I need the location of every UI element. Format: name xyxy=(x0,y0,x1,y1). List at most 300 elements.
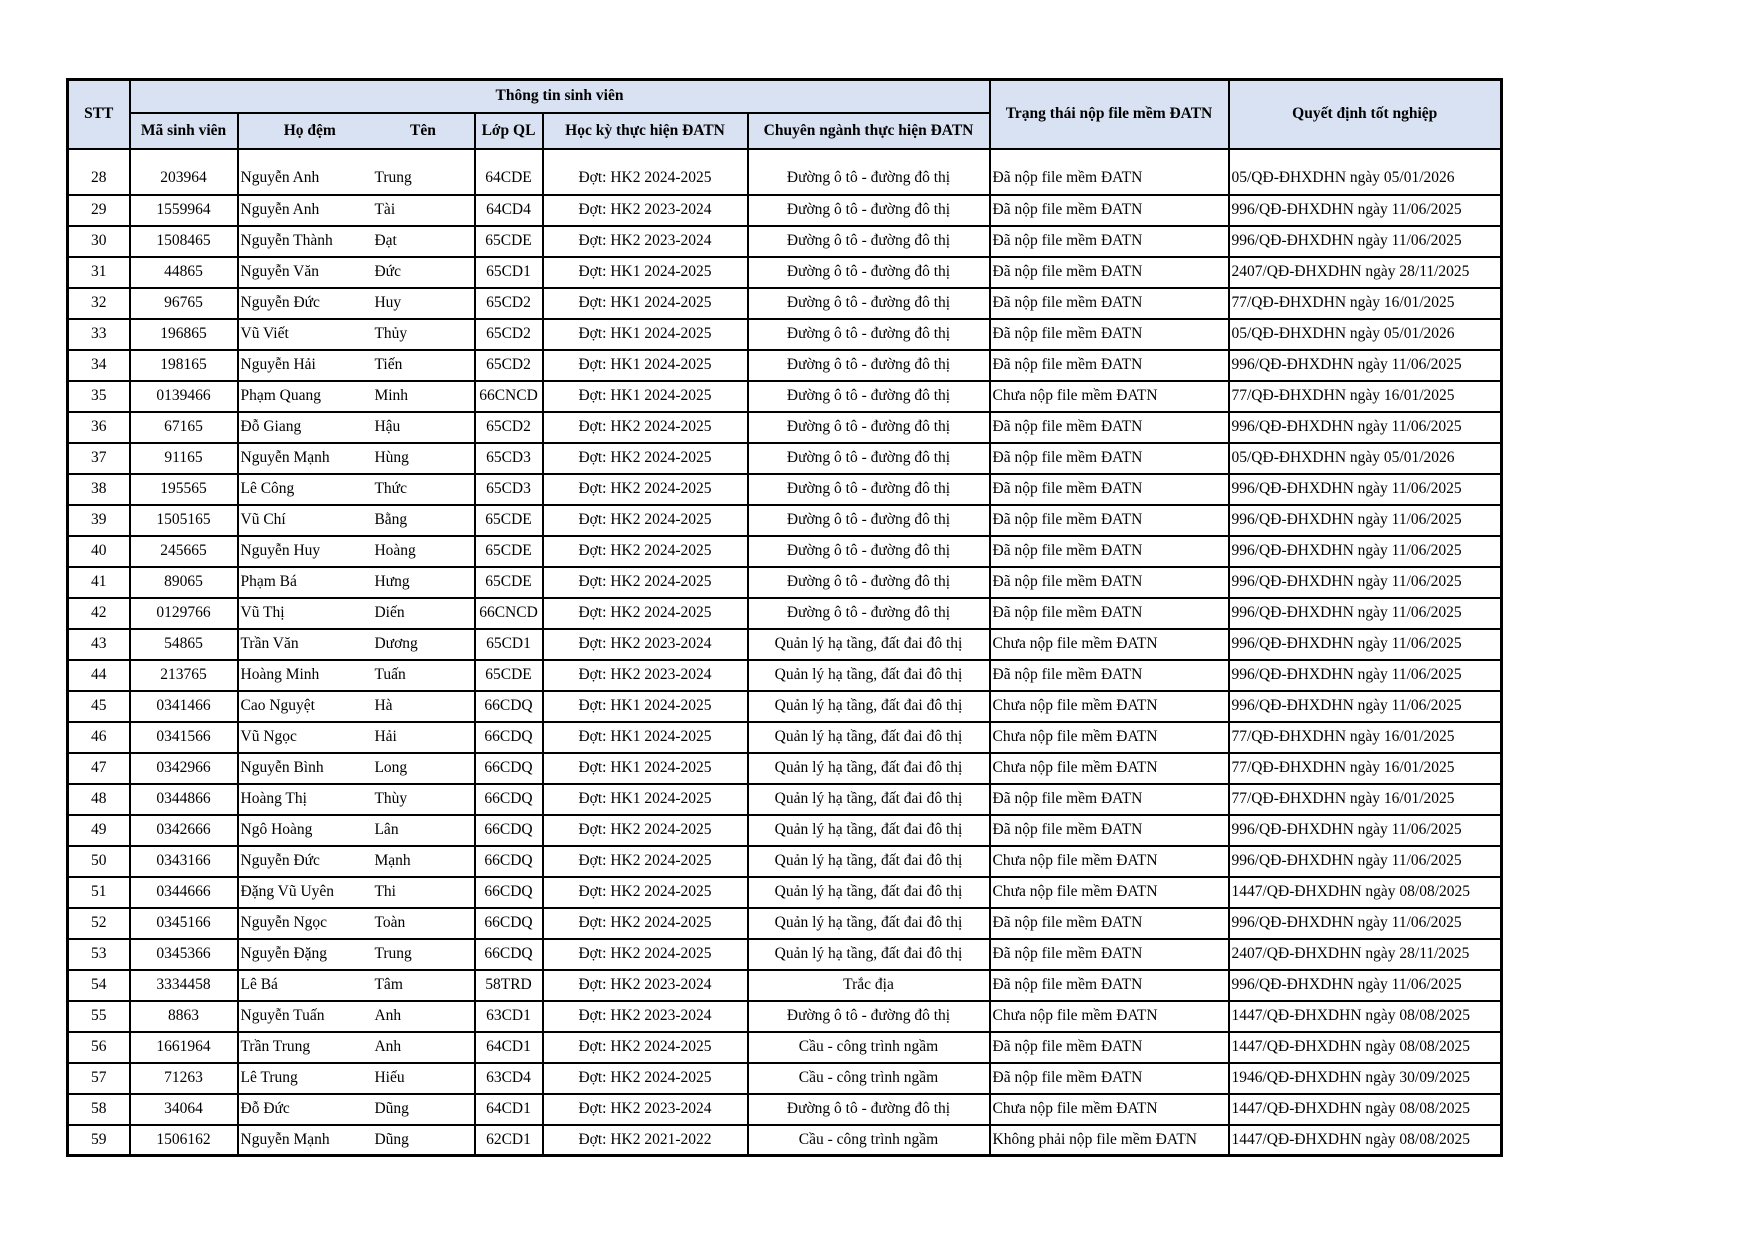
cell-semester: Đợt: HK2 2023-2024 xyxy=(543,660,748,691)
cell-major: Đường ô tô - đường đô thị xyxy=(748,412,990,443)
cell-last-name: Nguyễn Anh xyxy=(240,168,320,186)
cell-submission-status: Đã nộp file mềm ĐATN xyxy=(990,1032,1229,1063)
cell-submission-status: Đã nộp file mềm ĐATN xyxy=(990,598,1229,629)
cell-last-name: Nguyễn Đức xyxy=(240,852,320,870)
cell-student-id: 195565 xyxy=(130,474,238,505)
cell-class: 66CDQ xyxy=(475,753,543,784)
cell-first-name: Hậu xyxy=(374,418,401,436)
cell-semester: Đợt: HK2 2024-2025 xyxy=(543,567,748,598)
cell-name xyxy=(238,195,475,226)
cell-last-name: Hoàng Thị xyxy=(240,790,307,808)
cell-student-id: 0341566 xyxy=(130,722,238,753)
cell-student-id: 0344866 xyxy=(130,784,238,815)
cell-first-name: Hoàng xyxy=(374,542,416,560)
cell-major: Đường ô tô - đường đô thị xyxy=(748,567,990,598)
cell-semester: Đợt: HK2 2023-2024 xyxy=(543,226,748,257)
cell-semester: Đợt: HK2 2024-2025 xyxy=(543,877,748,908)
cell-class: 65CD2 xyxy=(475,288,543,319)
table-row xyxy=(68,288,1502,319)
cell-last-name: Nguyễn Hải xyxy=(240,356,316,374)
cell-semester: Đợt: HK2 2023-2024 xyxy=(543,1001,748,1032)
cell-last-name: Nguyễn Văn xyxy=(240,263,319,281)
cell-first-name: Thức xyxy=(374,480,407,498)
cell-semester: Đợt: HK1 2024-2025 xyxy=(543,319,748,350)
cell-first-name: Tài xyxy=(374,201,396,219)
cell-name xyxy=(238,753,475,784)
cell-graduation-decision: 996/QĐ-ĐHXDHN ngày 11/06/2025 xyxy=(1229,226,1502,257)
cell-submission-status: Đã nộp file mềm ĐATN xyxy=(990,970,1229,1001)
cell-class: 65CDE xyxy=(475,567,543,598)
table-row xyxy=(68,629,1502,660)
cell-graduation-decision: 996/QĐ-ĐHXDHN ngày 11/06/2025 xyxy=(1229,660,1502,691)
cell-semester: Đợt: HK1 2024-2025 xyxy=(543,753,748,784)
cell-class: 65CD2 xyxy=(475,319,543,350)
cell-stt: 45 xyxy=(68,691,130,722)
cell-graduation-decision: 05/QĐ-ĐHXDHN ngày 05/01/2026 xyxy=(1229,443,1502,474)
cell-name xyxy=(238,1063,475,1094)
cell-graduation-decision: 1946/QĐ-ĐHXDHN ngày 30/09/2025 xyxy=(1229,1063,1502,1094)
cell-student-id: 44865 xyxy=(130,257,238,288)
cell-last-name: Phạm Quang xyxy=(240,387,322,405)
cell-semester: Đợt: HK2 2023-2024 xyxy=(543,629,748,660)
cell-graduation-decision: 996/QĐ-ĐHXDHN ngày 11/06/2025 xyxy=(1229,412,1502,443)
cell-major: Đường ô tô - đường đô thị xyxy=(748,226,990,257)
cell-stt: 55 xyxy=(68,1001,130,1032)
cell-major: Đường ô tô - đường đô thị xyxy=(748,319,990,350)
cell-major: Quản lý hạ tầng, đất đai đô thị xyxy=(748,691,990,722)
cell-name xyxy=(238,970,475,1001)
cell-semester: Đợt: HK1 2024-2025 xyxy=(543,691,748,722)
cell-name xyxy=(238,846,475,877)
cell-stt: 29 xyxy=(68,195,130,226)
cell-major: Quản lý hạ tầng, đất đai đô thị xyxy=(748,815,990,846)
cell-graduation-decision: 77/QĐ-ĐHXDHN ngày 16/01/2025 xyxy=(1229,784,1502,815)
cell-major: Đường ô tô - đường đô thị xyxy=(748,350,990,381)
cell-student-id: 0345366 xyxy=(130,939,238,970)
table-row xyxy=(68,381,1502,412)
cell-class: 63CD1 xyxy=(475,1001,543,1032)
cell-first-name: Tâm xyxy=(374,976,403,994)
cell-major: Cầu - công trình ngầm xyxy=(748,1125,990,1156)
table-header xyxy=(68,80,1502,149)
header-last-name: Họ đệm xyxy=(283,121,336,139)
cell-student-id: 96765 xyxy=(130,288,238,319)
cell-first-name: Thùy xyxy=(374,790,408,808)
cell-class: 66CDQ xyxy=(475,722,543,753)
cell-student-id: 3334458 xyxy=(130,970,238,1001)
cell-submission-status: Không phải nộp file mềm ĐATN xyxy=(990,1125,1229,1156)
cell-last-name: Nguyễn Tuấn xyxy=(240,1007,325,1025)
cell-class: 65CD2 xyxy=(475,350,543,381)
cell-major: Đường ô tô - đường đô thị xyxy=(748,505,990,536)
cell-last-name: Trần Văn xyxy=(240,635,299,653)
cell-first-name: Hưng xyxy=(374,573,410,591)
cell-stt: 28 xyxy=(68,149,130,195)
cell-student-id: 213765 xyxy=(130,660,238,691)
cell-stt: 54 xyxy=(68,970,130,1001)
header-name xyxy=(238,113,475,149)
cell-student-id: 203964 xyxy=(130,149,238,195)
table-row xyxy=(68,722,1502,753)
cell-last-name: Vũ Ngọc xyxy=(240,728,297,746)
cell-first-name: Anh xyxy=(374,1007,402,1025)
header-student-info-group: Thông tin sinh viên xyxy=(130,80,990,113)
cell-class: 65CD3 xyxy=(475,443,543,474)
cell-first-name: Long xyxy=(374,759,408,777)
cell-last-name: Nguyễn Mạnh xyxy=(240,449,330,467)
cell-stt: 36 xyxy=(68,412,130,443)
cell-graduation-decision: 77/QĐ-ĐHXDHN ngày 16/01/2025 xyxy=(1229,288,1502,319)
cell-stt: 42 xyxy=(68,598,130,629)
cell-submission-status: Đã nộp file mềm ĐATN xyxy=(990,567,1229,598)
cell-last-name: Nguyễn Anh xyxy=(240,201,320,219)
cell-name xyxy=(238,350,475,381)
cell-submission-status: Đã nộp file mềm ĐATN xyxy=(990,149,1229,195)
header-semester: Học kỳ thực hiện ĐATN xyxy=(543,113,748,149)
cell-student-id: 1661964 xyxy=(130,1032,238,1063)
cell-class: 65CDE xyxy=(475,660,543,691)
header-first-name: Tên xyxy=(410,121,436,139)
cell-first-name: Hải xyxy=(374,728,397,746)
cell-major: Cầu - công trình ngầm xyxy=(748,1063,990,1094)
cell-major: Đường ô tô - đường đô thị xyxy=(748,1001,990,1032)
cell-first-name: Trung xyxy=(374,945,412,963)
cell-graduation-decision: 996/QĐ-ĐHXDHN ngày 11/06/2025 xyxy=(1229,846,1502,877)
table-row xyxy=(68,1094,1502,1125)
cell-first-name: Hà xyxy=(374,697,393,715)
cell-student-id: 198165 xyxy=(130,350,238,381)
cell-submission-status: Chưa nộp file mềm ĐATN xyxy=(990,877,1229,908)
cell-last-name: Nguyễn Bình xyxy=(240,759,324,777)
cell-submission-status: Chưa nộp file mềm ĐATN xyxy=(990,1001,1229,1032)
table-row xyxy=(68,226,1502,257)
cell-first-name: Thi xyxy=(374,883,396,901)
cell-first-name: Dương xyxy=(374,635,418,653)
header-stt: STT xyxy=(68,80,130,149)
cell-name xyxy=(238,381,475,412)
cell-class: 65CDE xyxy=(475,226,543,257)
cell-name xyxy=(238,536,475,567)
cell-stt: 31 xyxy=(68,257,130,288)
cell-class: 65CDE xyxy=(475,536,543,567)
cell-student-id: 0129766 xyxy=(130,598,238,629)
cell-major: Quản lý hạ tầng, đất đai đô thị xyxy=(748,846,990,877)
cell-name xyxy=(238,226,475,257)
cell-class: 66CDQ xyxy=(475,939,543,970)
cell-student-id: 0342966 xyxy=(130,753,238,784)
table-row xyxy=(68,970,1502,1001)
cell-major: Đường ô tô - đường đô thị xyxy=(748,288,990,319)
cell-semester: Đợt: HK2 2024-2025 xyxy=(543,474,748,505)
cell-graduation-decision: 996/QĐ-ĐHXDHN ngày 11/06/2025 xyxy=(1229,195,1502,226)
cell-first-name: Đạt xyxy=(374,232,397,250)
cell-first-name: Mạnh xyxy=(374,852,411,870)
cell-first-name: Huy xyxy=(374,294,402,312)
cell-semester: Đợt: HK2 2023-2024 xyxy=(543,970,748,1001)
cell-name xyxy=(238,1001,475,1032)
cell-student-id: 89065 xyxy=(130,567,238,598)
cell-last-name: Đỗ Đức xyxy=(240,1100,290,1118)
cell-graduation-decision: 1447/QĐ-ĐHXDHN ngày 08/08/2025 xyxy=(1229,877,1502,908)
cell-class: 64CD4 xyxy=(475,195,543,226)
cell-student-id: 0342666 xyxy=(130,815,238,846)
cell-semester: Đợt: HK2 2024-2025 xyxy=(543,939,748,970)
cell-stt: 46 xyxy=(68,722,130,753)
cell-last-name: Đặng Vũ Uyên xyxy=(240,883,335,901)
table-row xyxy=(68,815,1502,846)
cell-stt: 47 xyxy=(68,753,130,784)
cell-last-name: Nguyễn Ngọc xyxy=(240,914,328,932)
cell-submission-status: Đã nộp file mềm ĐATN xyxy=(990,195,1229,226)
cell-graduation-decision: 1447/QĐ-ĐHXDHN ngày 08/08/2025 xyxy=(1229,1032,1502,1063)
cell-semester: Đợt: HK2 2023-2024 xyxy=(543,195,748,226)
cell-stt: 53 xyxy=(68,939,130,970)
cell-first-name: Tiến xyxy=(374,356,403,374)
cell-last-name: Vũ Chí xyxy=(240,511,286,529)
cell-submission-status: Đã nộp file mềm ĐATN xyxy=(990,288,1229,319)
cell-graduation-decision: 77/QĐ-ĐHXDHN ngày 16/01/2025 xyxy=(1229,753,1502,784)
cell-first-name: Toàn xyxy=(374,914,406,932)
cell-last-name: Trần Trung xyxy=(240,1038,311,1056)
cell-stt: 43 xyxy=(68,629,130,660)
cell-major: Đường ô tô - đường đô thị xyxy=(748,598,990,629)
table-row xyxy=(68,1125,1502,1156)
cell-last-name: Vũ Viết xyxy=(240,325,289,343)
cell-stt: 52 xyxy=(68,908,130,939)
cell-student-id: 67165 xyxy=(130,412,238,443)
cell-stt: 51 xyxy=(68,877,130,908)
cell-submission-status: Đã nộp file mềm ĐATN xyxy=(990,474,1229,505)
cell-graduation-decision: 1447/QĐ-ĐHXDHN ngày 08/08/2025 xyxy=(1229,1001,1502,1032)
table-row xyxy=(68,443,1502,474)
cell-stt: 59 xyxy=(68,1125,130,1156)
cell-submission-status: Chưa nộp file mềm ĐATN xyxy=(990,381,1229,412)
cell-graduation-decision: 996/QĐ-ĐHXDHN ngày 11/06/2025 xyxy=(1229,691,1502,722)
cell-semester: Đợt: HK1 2024-2025 xyxy=(543,381,748,412)
table-row xyxy=(68,1032,1502,1063)
cell-student-id: 1508465 xyxy=(130,226,238,257)
cell-graduation-decision: 996/QĐ-ĐHXDHN ngày 11/06/2025 xyxy=(1229,970,1502,1001)
cell-last-name: Nguyễn Đức xyxy=(240,294,320,312)
cell-first-name: Dũng xyxy=(374,1131,409,1149)
cell-semester: Đợt: HK2 2024-2025 xyxy=(543,443,748,474)
cell-graduation-decision: 2407/QĐ-ĐHXDHN ngày 28/11/2025 xyxy=(1229,257,1502,288)
table-row xyxy=(68,474,1502,505)
cell-last-name: Nguyễn Mạnh xyxy=(240,1131,330,1149)
cell-submission-status: Đã nộp file mềm ĐATN xyxy=(990,412,1229,443)
cell-submission-status: Đã nộp file mềm ĐATN xyxy=(990,815,1229,846)
cell-stt: 57 xyxy=(68,1063,130,1094)
cell-last-name: Đỗ Giang xyxy=(240,418,302,436)
cell-name xyxy=(238,474,475,505)
cell-semester: Đợt: HK2 2024-2025 xyxy=(543,908,748,939)
cell-major: Đường ô tô - đường đô thị xyxy=(748,381,990,412)
header-student-id: Mã sinh viên xyxy=(130,113,238,149)
cell-student-id: 0343166 xyxy=(130,846,238,877)
cell-class: 62CD1 xyxy=(475,1125,543,1156)
cell-submission-status: Chưa nộp file mềm ĐATN xyxy=(990,722,1229,753)
cell-name xyxy=(238,815,475,846)
cell-semester: Đợt: HK1 2024-2025 xyxy=(543,350,748,381)
header-group-row xyxy=(68,80,1502,113)
cell-last-name: Vũ Thị xyxy=(240,604,285,622)
cell-class: 65CD3 xyxy=(475,474,543,505)
cell-class: 66CDQ xyxy=(475,846,543,877)
cell-graduation-decision: 05/QĐ-ĐHXDHN ngày 05/01/2026 xyxy=(1229,319,1502,350)
cell-last-name: Cao Nguyệt xyxy=(240,697,315,715)
cell-student-id: 0341466 xyxy=(130,691,238,722)
header-class: Lớp QL xyxy=(475,113,543,149)
cell-name xyxy=(238,505,475,536)
cell-class: 65CD2 xyxy=(475,412,543,443)
cell-last-name: Lê Trung xyxy=(240,1069,298,1087)
cell-semester: Đợt: HK2 2024-2025 xyxy=(543,505,748,536)
cell-name xyxy=(238,629,475,660)
cell-class: 64CD1 xyxy=(475,1094,543,1125)
cell-first-name: Đức xyxy=(374,263,401,281)
cell-stt: 50 xyxy=(68,846,130,877)
cell-major: Quản lý hạ tầng, đất đai đô thị xyxy=(748,629,990,660)
cell-stt: 41 xyxy=(68,567,130,598)
cell-name xyxy=(238,567,475,598)
cell-major: Đường ô tô - đường đô thị xyxy=(748,195,990,226)
cell-graduation-decision: 996/QĐ-ĐHXDHN ngày 11/06/2025 xyxy=(1229,505,1502,536)
cell-stt: 40 xyxy=(68,536,130,567)
cell-stt: 32 xyxy=(68,288,130,319)
cell-last-name: Hoàng Minh xyxy=(240,666,320,684)
cell-class: 65CD1 xyxy=(475,629,543,660)
cell-graduation-decision: 996/QĐ-ĐHXDHN ngày 11/06/2025 xyxy=(1229,908,1502,939)
cell-name xyxy=(238,908,475,939)
cell-graduation-decision: 996/QĐ-ĐHXDHN ngày 11/06/2025 xyxy=(1229,536,1502,567)
cell-name xyxy=(238,1094,475,1125)
cell-student-id: 0345166 xyxy=(130,908,238,939)
cell-stt: 34 xyxy=(68,350,130,381)
table-row xyxy=(68,257,1502,288)
cell-last-name: Nguyễn Huy xyxy=(240,542,321,560)
cell-graduation-decision: 77/QĐ-ĐHXDHN ngày 16/01/2025 xyxy=(1229,381,1502,412)
cell-submission-status: Đã nộp file mềm ĐATN xyxy=(990,908,1229,939)
cell-major: Quản lý hạ tầng, đất đai đô thị xyxy=(748,753,990,784)
cell-name xyxy=(238,784,475,815)
cell-first-name: Hiếu xyxy=(374,1069,405,1087)
cell-name xyxy=(238,722,475,753)
table-row xyxy=(68,660,1502,691)
table-row xyxy=(68,784,1502,815)
cell-semester: Đợt: HK2 2024-2025 xyxy=(543,536,748,567)
cell-name xyxy=(238,1032,475,1063)
cell-major: Đường ô tô - đường đô thị xyxy=(748,443,990,474)
cell-submission-status: Đã nộp file mềm ĐATN xyxy=(990,536,1229,567)
table-row xyxy=(68,1001,1502,1032)
cell-name xyxy=(238,288,475,319)
cell-stt: 58 xyxy=(68,1094,130,1125)
cell-major: Quản lý hạ tầng, đất đai đô thị xyxy=(748,722,990,753)
cell-graduation-decision: 996/QĐ-ĐHXDHN ngày 11/06/2025 xyxy=(1229,598,1502,629)
cell-semester: Đợt: HK2 2024-2025 xyxy=(543,1063,748,1094)
cell-class: 66CNCD xyxy=(475,598,543,629)
cell-major: Quản lý hạ tầng, đất đai đô thị xyxy=(748,908,990,939)
cell-submission-status: Chưa nộp file mềm ĐATN xyxy=(990,691,1229,722)
table-row xyxy=(68,505,1502,536)
header-submission-status: Trạng thái nộp file mềm ĐATN xyxy=(990,80,1229,149)
cell-name xyxy=(238,691,475,722)
cell-semester: Đợt: HK2 2024-2025 xyxy=(543,412,748,443)
cell-major: Quản lý hạ tầng, đất đai đô thị xyxy=(748,784,990,815)
cell-semester: Đợt: HK2 2024-2025 xyxy=(543,846,748,877)
cell-semester: Đợt: HK2 2023-2024 xyxy=(543,1094,748,1125)
cell-student-id: 1505165 xyxy=(130,505,238,536)
cell-first-name: Minh xyxy=(374,387,409,405)
cell-student-id: 1559964 xyxy=(130,195,238,226)
cell-last-name: Ngô Hoàng xyxy=(240,821,313,839)
header-major: Chuyên ngành thực hiện ĐATN xyxy=(748,113,990,149)
cell-class: 66CDQ xyxy=(475,784,543,815)
cell-graduation-decision: 2407/QĐ-ĐHXDHN ngày 28/11/2025 xyxy=(1229,939,1502,970)
cell-stt: 30 xyxy=(68,226,130,257)
cell-stt: 33 xyxy=(68,319,130,350)
cell-first-name: Thủy xyxy=(374,325,408,343)
cell-class: 64CDE xyxy=(475,149,543,195)
cell-name xyxy=(238,149,475,195)
cell-class: 63CD4 xyxy=(475,1063,543,1094)
cell-stt: 49 xyxy=(68,815,130,846)
cell-semester: Đợt: HK2 2021-2022 xyxy=(543,1125,748,1156)
cell-class: 66CNCD xyxy=(475,381,543,412)
cell-semester: Đợt: HK1 2024-2025 xyxy=(543,722,748,753)
header-graduation-decision: Quyết định tốt nghiệp xyxy=(1229,80,1502,149)
cell-student-id: 245665 xyxy=(130,536,238,567)
cell-submission-status: Đã nộp file mềm ĐATN xyxy=(990,257,1229,288)
table-row xyxy=(68,939,1502,970)
cell-student-id: 71263 xyxy=(130,1063,238,1094)
table-row xyxy=(68,412,1502,443)
table-row xyxy=(68,846,1502,877)
cell-name xyxy=(238,443,475,474)
cell-student-id: 34064 xyxy=(130,1094,238,1125)
cell-semester: Đợt: HK1 2024-2025 xyxy=(543,257,748,288)
cell-class: 58TRD xyxy=(475,970,543,1001)
table-row xyxy=(68,350,1502,381)
cell-graduation-decision: 1447/QĐ-ĐHXDHN ngày 08/08/2025 xyxy=(1229,1125,1502,1156)
cell-graduation-decision: 1447/QĐ-ĐHXDHN ngày 08/08/2025 xyxy=(1229,1094,1502,1125)
table-row xyxy=(68,536,1502,567)
cell-submission-status: Đã nộp file mềm ĐATN xyxy=(990,350,1229,381)
cell-name xyxy=(238,660,475,691)
cell-stt: 44 xyxy=(68,660,130,691)
table-row xyxy=(68,877,1502,908)
cell-first-name: Diến xyxy=(374,604,405,622)
table-row xyxy=(68,908,1502,939)
table-row xyxy=(68,149,1502,195)
cell-stt: 35 xyxy=(68,381,130,412)
cell-graduation-decision: 77/QĐ-ĐHXDHN ngày 16/01/2025 xyxy=(1229,722,1502,753)
cell-first-name: Tuấn xyxy=(374,666,406,684)
cell-class: 66CDQ xyxy=(475,691,543,722)
cell-submission-status: Đã nộp file mềm ĐATN xyxy=(990,939,1229,970)
cell-semester: Đợt: HK1 2024-2025 xyxy=(543,784,748,815)
table-row xyxy=(68,753,1502,784)
table-row xyxy=(68,319,1502,350)
cell-graduation-decision: 996/QĐ-ĐHXDHN ngày 11/06/2025 xyxy=(1229,350,1502,381)
cell-student-id: 196865 xyxy=(130,319,238,350)
cell-name xyxy=(238,1125,475,1156)
cell-submission-status: Chưa nộp file mềm ĐATN xyxy=(990,846,1229,877)
cell-class: 65CD1 xyxy=(475,257,543,288)
cell-graduation-decision: 996/QĐ-ĐHXDHN ngày 11/06/2025 xyxy=(1229,815,1502,846)
cell-class: 66CDQ xyxy=(475,815,543,846)
cell-major: Đường ô tô - đường đô thị xyxy=(748,536,990,567)
